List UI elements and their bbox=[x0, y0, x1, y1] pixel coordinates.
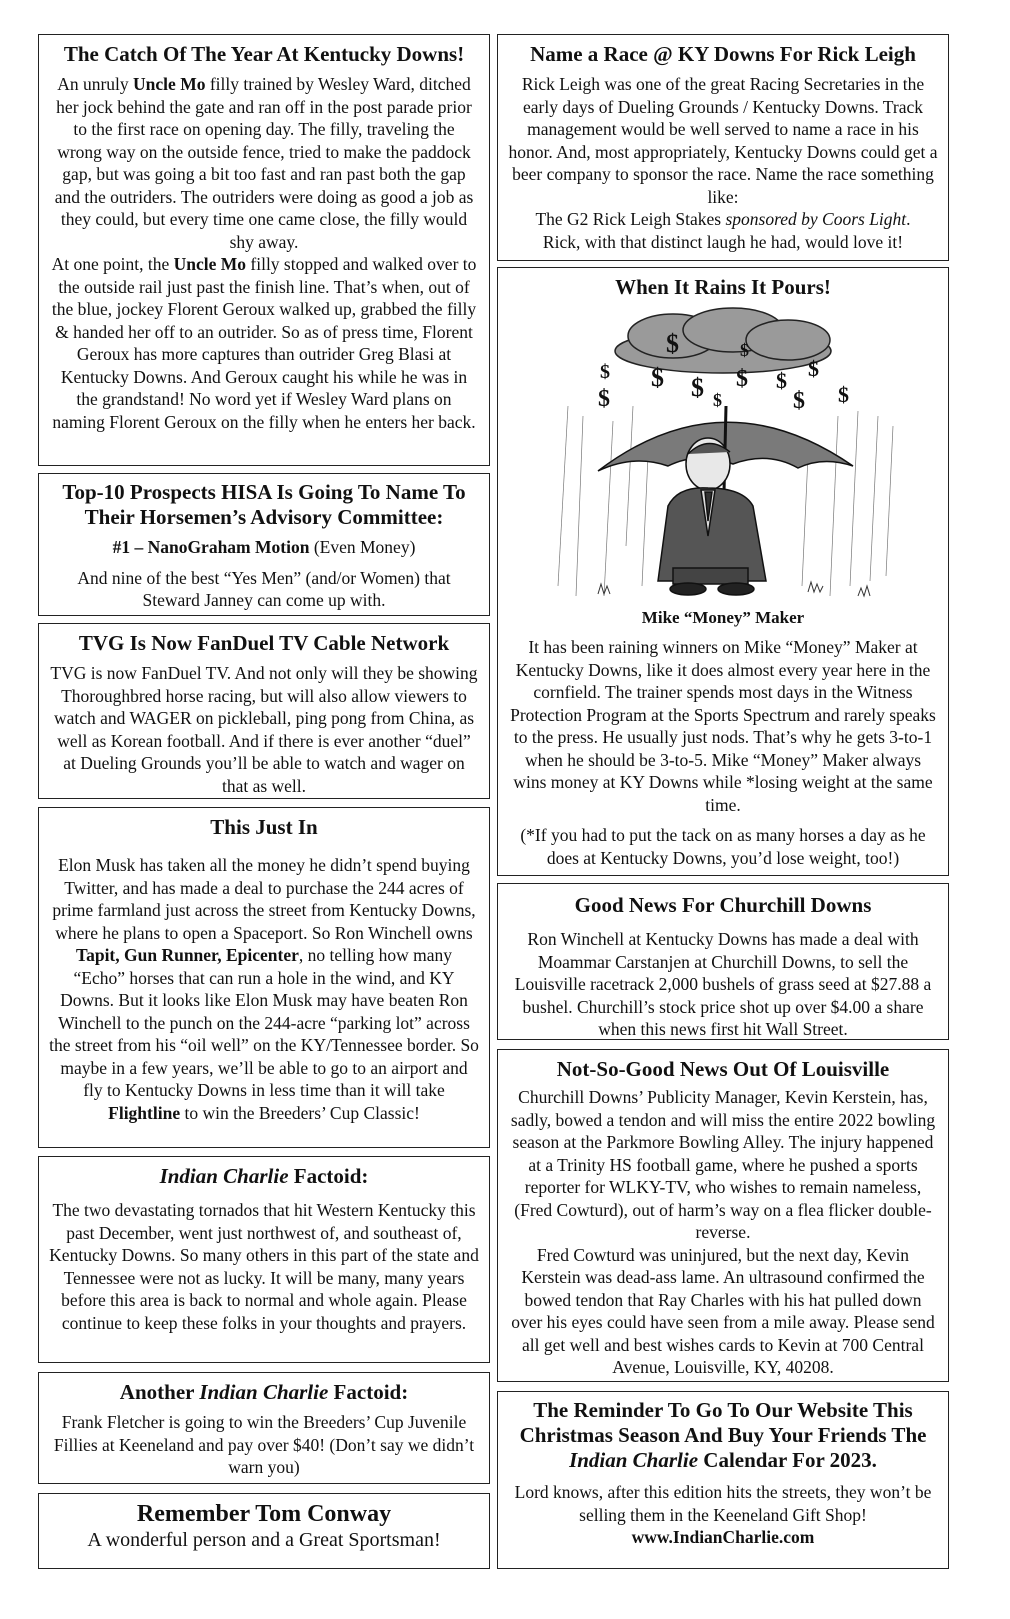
prospect-item: #1 – NanoGraham Motion (Even Money) bbox=[112, 537, 416, 557]
article-body: TVG is now FanDuel TV. And not only will they be showing Thoroughbred horse racing, but will also allow viewers to watch and WAGER on pickleball, ping pong from China, as well as Korean football. And if there is ever another “duel” at Dueling Grounds you’ll be able to watch and wager on that as well. bbox=[50, 663, 478, 796]
article-body: The two devastating tornados that hit Western Kentucky this past December, went just northwest of, and southeast of, Kentucky Downs. So many others in this part of the state and Tennessee were not as lucky. It will be many, many years before this area is back to normal and whole again. Please continue to keep these folks in your thoughts and prayers. bbox=[49, 1200, 479, 1333]
dollar-icon: $ bbox=[808, 356, 819, 381]
money-cloud-icon bbox=[615, 308, 831, 373]
article-body: Frank Fletcher is going to win the Breeders’ Cup Juvenile Fillies at Keeneland and pay over $40! (Don’t say we didn’t warn you) bbox=[53, 1412, 475, 1477]
article-body: Rick Leigh was one of the great Racing Secretaries in the early days of Dueling Grounds / Kentucky Downs. Track management would be well served to name a race in his honor. And, most appropriately, Kentucky Downs could get a beer company to sponsor the race. Name the race something like: bbox=[508, 74, 938, 207]
cartoon-illustration bbox=[508, 306, 938, 604]
dollar-icon: $ bbox=[793, 388, 805, 414]
article-title: Top-10 Prospects HISA Is Going To Name To Their Horsemen’s Advisory Committee: bbox=[62, 480, 466, 529]
factoid-article bbox=[38, 1156, 490, 1363]
another-factoid-article bbox=[38, 1372, 490, 1484]
dollar-icon: $ bbox=[776, 368, 787, 393]
article-body: An unruly Uncle Mo filly trained by Wesley Ward, ditched her jock behind the gate and ran off in the post parade prior to the first race on opening day. The filly, traveling the wrong way on the outside fence, tried to make the paddock gap, but was going a bit too fast and ran past both the gap and the outriders. The outriders were doing as good a job as they could, but every time one came close, the filly would shy away. bbox=[54, 74, 474, 252]
article-body: Elon Musk has taken all the money he didn’t spend buying Twitter, and has made a deal to purchase the 244 acres of prime farmland just across the street from Kentucky Downs, where he plans to open a Spaceport. So Ron Winchell owns Tapit, Gun Runner, Epicenter, no telling how many “Echo” horses that can run a hole in the wind, and KY Downs. But it looks like Elon Musk may have beaten Ron Winchell to the punch on the 244-acre “parking lot” across the street from his “oil well” on the KY/Tennessee border. So maybe in a few years, we’ll be able to go to an airport and fly to Kentucky Downs in less time than it will take Flightline to win the Breeders’ Cup Classic! bbox=[49, 855, 479, 1123]
dollar-icon: $ bbox=[736, 366, 748, 392]
article-title: Another Indian Charlie Factoid: bbox=[119, 1380, 409, 1404]
article-body: At one point, the Uncle Mo filly stopped and walked over to the outside rail just past the finish line. That’s when, out of the blue, jockey Florent Geroux walked up, grabbed the filly & handed her off to an outrider. So as of press time, Florent Geroux has more captures than outrider Greg Blasi at Kentucky Downs. And Geroux caught his while he was in the grandstand! No word yet if Wesley Ward plans on naming Florent Geroux on the filly when he enters her back. bbox=[51, 254, 477, 432]
article-title: The Reminder To Go To Our Website This Christmas Season And Buy Your Friends The Indian Charlie Calendar For 2023. bbox=[519, 1398, 927, 1472]
dollar-icon: $ bbox=[666, 329, 679, 358]
article-title: TVG Is Now FanDuel TV Cable Network bbox=[78, 631, 450, 655]
dollar-icon: $ bbox=[600, 361, 610, 383]
top10-prospects-article bbox=[38, 473, 490, 616]
article-body: Ron Winchell at Kentucky Downs has made a deal with Moammar Carstanjen at Churchill Downs, to sell the Louisville racetrack 2,000 bushels of grass seed at $27.88 a bushel. Churchill’s stock price shot up over $4.00 a share when this news first hit Wall Street. bbox=[514, 929, 932, 1039]
article-title: This Just In bbox=[210, 815, 318, 839]
dollar-icon: $ bbox=[713, 390, 722, 410]
dollar-icon: $ bbox=[838, 382, 849, 407]
dollar-icon: $ bbox=[691, 373, 704, 402]
dollar-icon: $ bbox=[651, 363, 664, 392]
article-body: Lord knows, after this edition hits the streets, they won’t be selling them in the Keeneland Gift Shop! bbox=[514, 1482, 932, 1525]
reminder-article bbox=[497, 1391, 949, 1569]
article-title: Not-So-Good News Out Of Louisville bbox=[556, 1057, 890, 1081]
article-body: Rick, with that distinct laugh he had, would love it! bbox=[542, 231, 904, 252]
article-body: It has been raining winners on Mike “Money” Maker at Kentucky Downs, like it does almost every year here in the cornfield. The trainer spends most days in the Witness Protection Program at the Sports Spectrum and rarely speaks to the press. He usually just nods. That’s why he gets 3-to-1 when he should be 3-to-5. Mike “Money” Maker always wins money at KY Downs while *losing weight at the same time. bbox=[510, 637, 936, 815]
catch-of-year-article bbox=[38, 34, 490, 466]
article-footnote: (*If you had to put the tack on as many horses a day as he does at Kentucky Downs, you’d lose weight, too!) bbox=[520, 825, 926, 868]
good-news-article bbox=[497, 883, 949, 1040]
name-a-race-article bbox=[497, 34, 949, 261]
dollar-icon: $ bbox=[598, 386, 610, 412]
not-so-good-news-article bbox=[497, 1049, 949, 1382]
tvg-article bbox=[38, 623, 490, 799]
this-just-in-article bbox=[38, 807, 490, 1148]
cartoon-caption: Mike “Money” Maker bbox=[641, 608, 805, 627]
article-body: And nine of the best “Yes Men” (and/or Women) that Steward Janney can come up with. bbox=[77, 567, 451, 610]
article-title: The Catch Of The Year At Kentucky Downs! bbox=[63, 42, 465, 66]
article-title: Name a Race @ KY Downs For Rick Leigh bbox=[530, 42, 916, 66]
dollar-icon: $ bbox=[740, 340, 749, 360]
website-link[interactable]: www.IndianCharlie.com bbox=[631, 1527, 815, 1547]
article-title: Indian Charlie Factoid: bbox=[159, 1164, 369, 1188]
article-body: A wonderful person and a Great Sportsman! bbox=[87, 1529, 441, 1551]
article-body: Fred Cowturd was uninjured, but the next day, Kevin Kerstein was dead-ass lame. An ultrasound confirmed the bowed tendon that Ray Charles with his hat pulled down over his eyes could have seen from a mile away. Please send all get well and best wishes cards to Kevin at 700 Central Avenue, Louisville, KY, 40208. bbox=[511, 1244, 935, 1377]
when-it-rains-article bbox=[497, 267, 949, 876]
article-title: Remember Tom Conway bbox=[136, 1501, 392, 1527]
article-body: The G2 Rick Leigh Stakes sponsored by Coors Light. bbox=[535, 209, 911, 229]
article-body: Churchill Downs’ Publicity Manager, Kevin Kerstein, has, sadly, bowed a tendon and will miss the entire 2022 bowling season at the Parkmore Bowling Alley. The injury happened at a Trinity HS football game, where he pushed a sports reporter for WLKY-TV, who wishes to remain nameless, (Fred Cowturd), out of harm’s way on a flea flicker double-reverse. bbox=[510, 1087, 936, 1242]
article-title: Good News For Churchill Downs bbox=[574, 893, 872, 917]
article-title: When It Rains It Pours! bbox=[615, 275, 831, 299]
remember-tom-conway bbox=[38, 1493, 490, 1569]
